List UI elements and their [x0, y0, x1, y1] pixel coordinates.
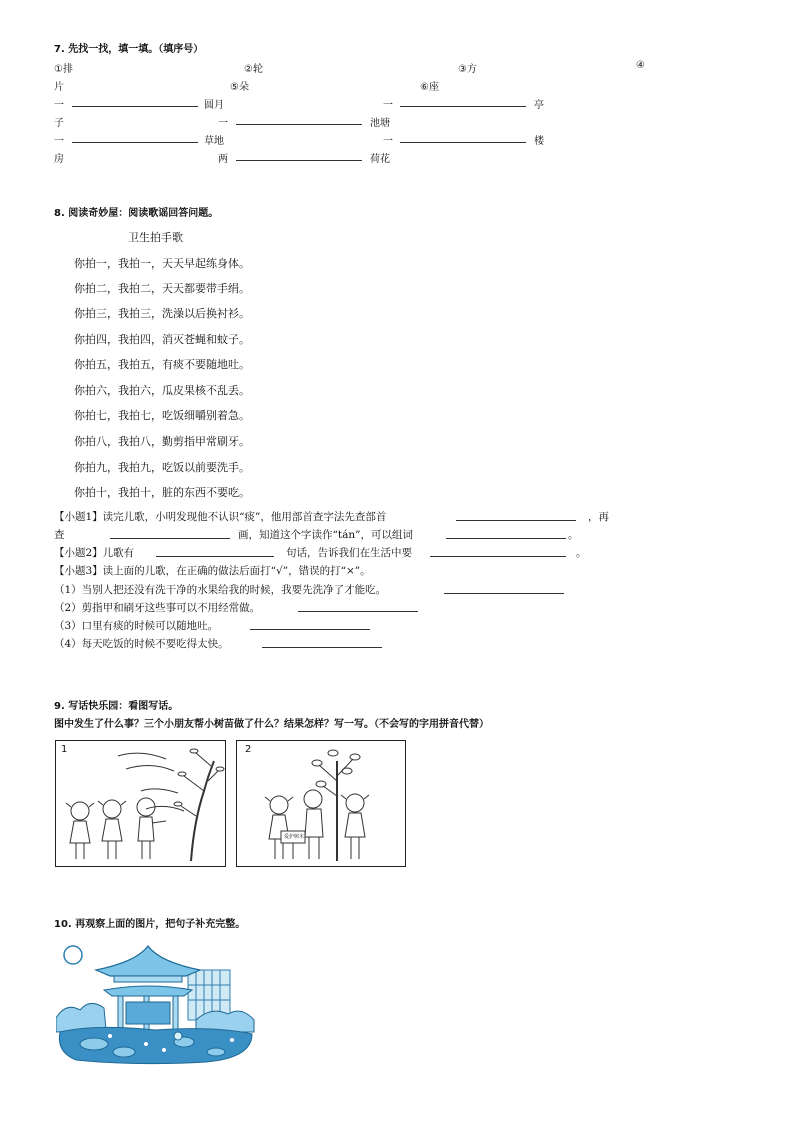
sub3-blank-2[interactable] [298, 611, 418, 612]
sub1-blank-word[interactable] [446, 538, 566, 539]
q7-option-2: ②轮 [244, 64, 263, 75]
sub2-text: 【小题2】儿歌有 [54, 547, 135, 559]
q7-yi-label: 一 [54, 136, 64, 147]
q10-title: 10. 再观察上面的图片，把句子补充完整。 [54, 919, 246, 930]
panel-number: 2 [245, 744, 252, 755]
sub2-blank-count[interactable] [156, 556, 274, 557]
sub1-text-d: 画，知道这个字读作“tán”，可以组词 [238, 529, 413, 541]
sub1-blank-radical[interactable] [456, 520, 576, 521]
sub3-item: （2）剪指甲和刷牙这些事可以不用经常做。 [54, 602, 261, 614]
q7-blank-2[interactable] [400, 106, 526, 107]
sign-text: 爱护树木 [284, 834, 305, 840]
panel-number: 1 [61, 744, 68, 755]
q7-blank-3[interactable] [236, 124, 362, 125]
sub2-blank-habit[interactable] [430, 556, 566, 557]
sub2-text-b: 句话，告诉我们在生活中要 [286, 547, 412, 559]
poem-line: 你拍六，我拍六，瓜皮果核不乱丢。 [74, 384, 250, 397]
sub3-blank-1[interactable] [444, 593, 564, 594]
q7-word-lou: 楼 [534, 136, 544, 147]
poem-line: 你拍四，我拍四，消灭苍蝇和蚊子。 [74, 333, 250, 346]
sub3-blank-3[interactable] [250, 629, 370, 630]
q7-blank-1[interactable] [72, 106, 198, 107]
q7-word-yuanyue: 圆月 [204, 100, 224, 111]
q7-blank-6[interactable] [236, 160, 362, 161]
q9-prompt: 图中发生了什么事？三个小朋友帮小树苗做了什么？结果怎样？写一写。（不会写的字用拼音代替） [54, 719, 489, 730]
sub3-text: 【小题3】读上面的儿歌，在正确的做法后面打“√”，错误的打“×”。 [54, 565, 371, 577]
q7-option-4: ④ [636, 60, 645, 71]
picture-panel-2 [236, 740, 406, 867]
panel-2-illustration [237, 741, 405, 866]
q7-word-chitang: 池塘 [370, 118, 390, 129]
sub3-blank-4[interactable] [262, 647, 382, 648]
q7-liang-label: 两 [218, 154, 228, 165]
q7-yi-label: 一 [383, 100, 393, 111]
park-pavilion-illustration [56, 940, 256, 1065]
sub1-text: 【小题1】读完儿歌，小明发现他不认识“痰”，他用部首查字法先查部首 [54, 511, 387, 523]
poem-line: 你拍一，我拍一，天天早起练身体。 [74, 257, 250, 270]
poem-line: 你拍五，我拍五，有痰不要随地吐。 [74, 358, 250, 371]
q7-blank-5[interactable] [400, 142, 526, 143]
poem-line: 你拍十，我拍十，脏的东西不要吃。 [74, 486, 250, 499]
sub3-item: （3）口里有痰的时候可以随地吐。 [54, 620, 219, 632]
poem-line: 你拍七，我拍七，吃饭细嚼别着急。 [74, 409, 250, 422]
q7-yi-label: 一 [383, 136, 393, 147]
q7-title: 7. 先找一找，填一填。（填序号） [54, 44, 204, 55]
sub1-text-c: 查 [54, 529, 65, 541]
picture-panel-1 [55, 740, 226, 867]
sub3-item: （1）当别人把还没有洗干净的水果给我的时候，我要先洗净了才能吃。 [54, 584, 387, 596]
q7-word-fang: 房 [54, 154, 64, 165]
sub3-item: （4）每天吃饭的时候不要吃得太快。 [54, 638, 229, 650]
q7-word-caodi: 草地 [204, 136, 224, 147]
q7-option-5: ⑤朵 [230, 82, 249, 93]
poem-line: 你拍三，我拍三，洗澡以后换衬衫。 [74, 307, 250, 320]
sub1-blank-strokes[interactable] [110, 538, 230, 539]
q7-word-ting: 亭 [534, 100, 544, 111]
sub1-text-e: 。 [568, 529, 579, 541]
q7-option-4-cont: 片 [54, 82, 64, 93]
q7-option-3: ③方 [458, 64, 477, 75]
poem-title: 卫生拍手歌 [128, 231, 183, 244]
q7-word-hehua: 荷花 [370, 154, 390, 165]
q7-option-6: ⑥座 [420, 82, 439, 93]
q7-yi-label: 一 [218, 118, 228, 129]
q8-title: 8. 阅读奇妙屋：阅读歌谣回答问题。 [54, 208, 219, 219]
q7-option-1: ①排 [54, 64, 73, 75]
poem-line: 你拍九，我拍九，吃饭以前要洗手。 [74, 461, 250, 474]
poem-line: 你拍八，我拍八，勤剪指甲常刷牙。 [74, 435, 250, 448]
q7-word-zi: 子 [54, 118, 64, 129]
q7-yi-label: 一 [54, 100, 64, 111]
sub2-text-c: 。 [576, 547, 587, 559]
q9-title: 9. 写话快乐园：看图写话。 [54, 701, 179, 712]
sub1-text-b: ，再 [588, 511, 609, 523]
panel-1-illustration [56, 741, 225, 866]
q7-blank-4[interactable] [72, 142, 198, 143]
poem-line: 你拍二，我拍二，天天都要带手绢。 [74, 282, 250, 295]
